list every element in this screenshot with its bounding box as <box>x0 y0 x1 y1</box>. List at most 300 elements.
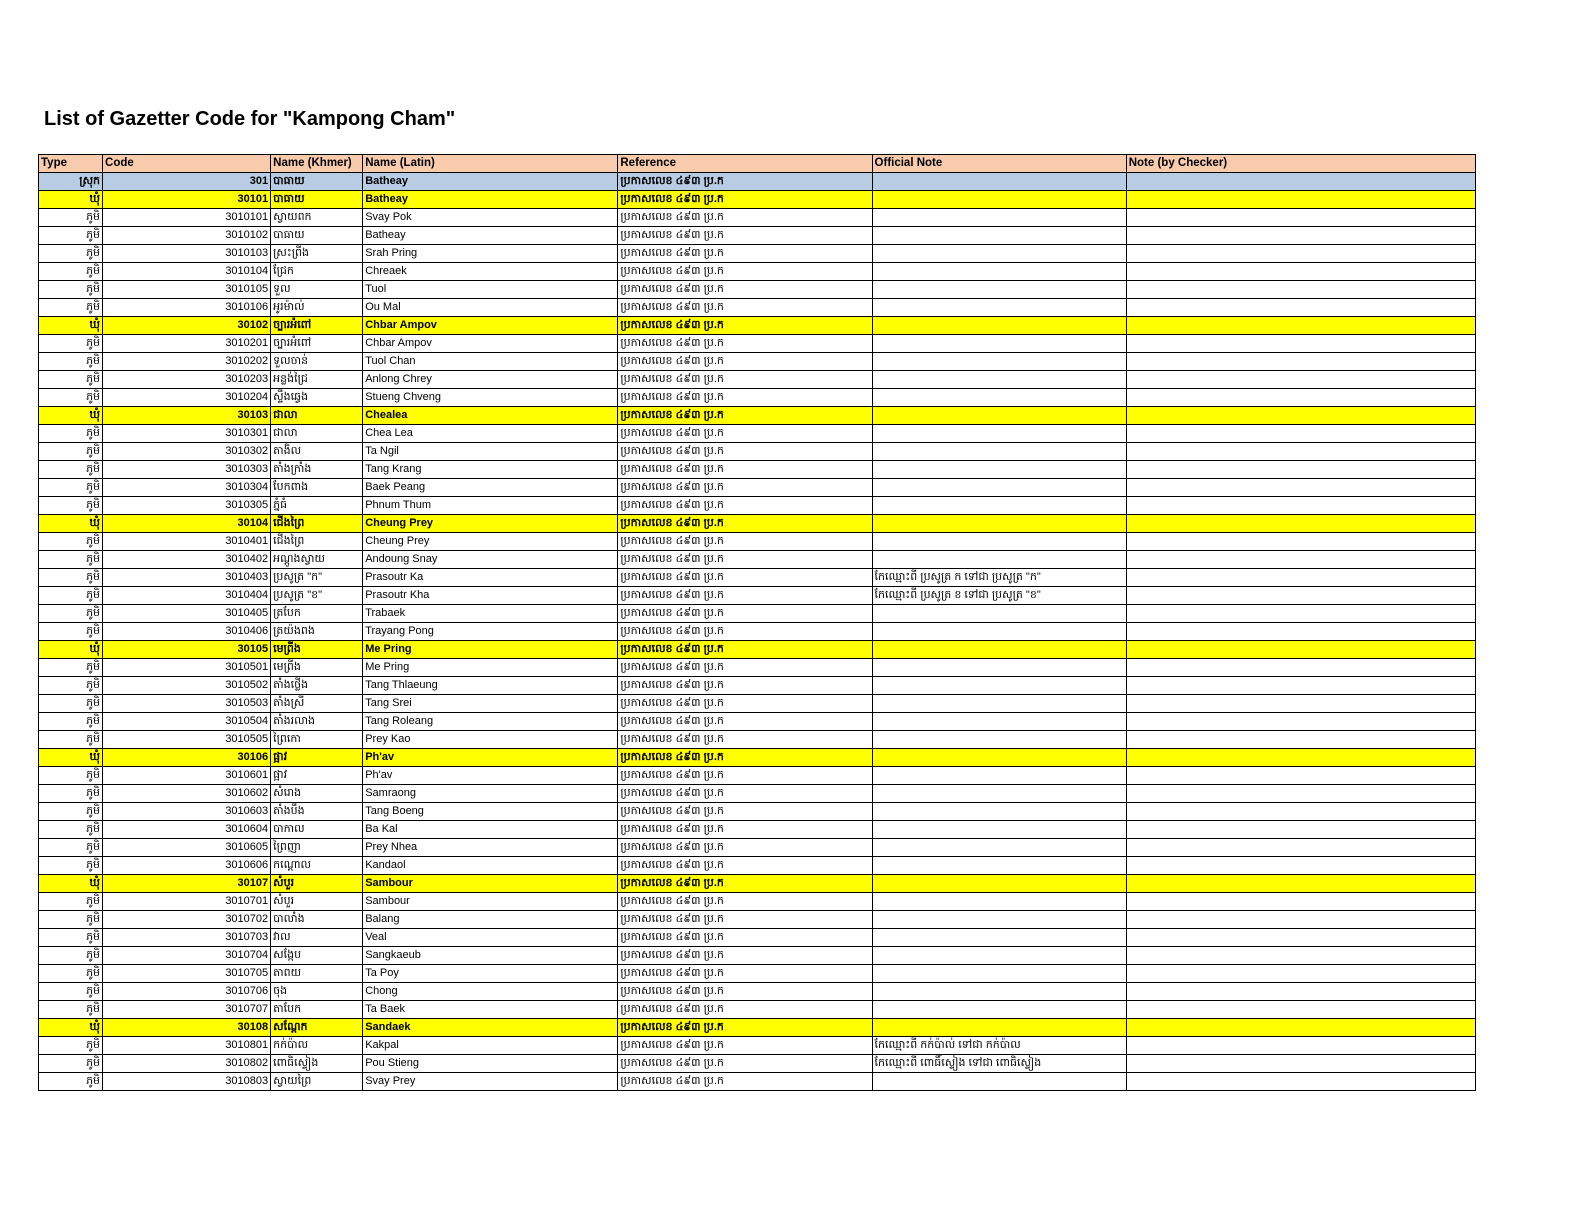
cell-name-latin: Ou Mal <box>363 299 618 317</box>
cell-type: ភូមិ <box>39 569 103 587</box>
cell-checker-note <box>1126 821 1475 839</box>
cell-type: ភូមិ <box>39 299 103 317</box>
cell-name-khmer: បែកពាង <box>271 479 363 497</box>
cell-code: 3010707 <box>103 1001 271 1019</box>
cell-reference: ប្រកាសលេខ ៤៩៣ ប្រ.ក <box>618 353 872 371</box>
table-row-village <box>39 821 1476 839</box>
cell-official-note <box>872 605 1126 623</box>
cell-name-latin: Prey Kao <box>363 731 618 749</box>
cell-type: ភូមិ <box>39 911 103 929</box>
table-row-village <box>39 263 1476 281</box>
cell-type: ភូមិ <box>39 1055 103 1073</box>
cell-reference: ប្រកាសលេខ ៤៩៣ ប្រ.ក <box>618 497 872 515</box>
cell-code: 301 <box>103 173 271 191</box>
cell-type: ភូមិ <box>39 731 103 749</box>
cell-type: ភូមិ <box>39 353 103 371</box>
cell-checker-note <box>1126 443 1475 461</box>
cell-code: 3010505 <box>103 731 271 749</box>
table-row-village <box>39 983 1476 1001</box>
table-row-village <box>39 1037 1476 1055</box>
cell-code: 3010403 <box>103 569 271 587</box>
cell-official-note <box>872 1019 1126 1037</box>
cell-official-note <box>872 1001 1126 1019</box>
cell-official-note <box>872 353 1126 371</box>
cell-code: 3010106 <box>103 299 271 317</box>
cell-name-khmer: ប្រសូត្រ "ខ" <box>271 587 363 605</box>
cell-checker-note <box>1126 317 1475 335</box>
cell-reference: ប្រកាសលេខ ៤៩៣ ប្រ.ក <box>618 983 872 1001</box>
cell-official-note <box>872 443 1126 461</box>
table-row-village <box>39 281 1476 299</box>
cell-reference: ប្រកាសលេខ ៤៩៣ ប្រ.ក <box>618 1037 872 1055</box>
cell-code: 3010702 <box>103 911 271 929</box>
cell-checker-note <box>1126 335 1475 353</box>
table-header-row <box>39 155 1476 173</box>
cell-reference: ប្រកាសលេខ ៤៩៣ ប្រ.ក <box>618 587 872 605</box>
cell-code: 30108 <box>103 1019 271 1037</box>
cell-official-note <box>872 191 1126 209</box>
table-row-district <box>39 317 1476 335</box>
cell-official-note <box>872 317 1126 335</box>
cell-type: ឃុំ <box>39 641 103 659</box>
cell-type: ឃុំ <box>39 515 103 533</box>
cell-name-khmer: ទួលចាន់ <box>271 353 363 371</box>
cell-reference: ប្រកាសលេខ ៤៩៣ ប្រ.ក <box>618 227 872 245</box>
cell-type: ភូមិ <box>39 263 103 281</box>
table-row-village <box>39 1073 1476 1091</box>
cell-official-note <box>872 533 1126 551</box>
cell-type: ភូមិ <box>39 893 103 911</box>
cell-type: ស្រុក <box>39 173 103 191</box>
cell-name-latin: Ph'av <box>363 767 618 785</box>
cell-name-latin: Andoung Snay <box>363 551 618 569</box>
cell-code: 3010402 <box>103 551 271 569</box>
cell-checker-note <box>1126 695 1475 713</box>
column-header-reference: Reference <box>618 155 872 173</box>
cell-code: 30102 <box>103 317 271 335</box>
cell-official-note: កែឈ្មោះពី ប្រសូត្រ ក ទៅជា ប្រសូត្រ "ក" <box>872 569 1126 587</box>
cell-name-khmer: ទួល <box>271 281 363 299</box>
cell-official-note <box>872 335 1126 353</box>
cell-official-note <box>872 677 1126 695</box>
cell-official-note <box>872 515 1126 533</box>
cell-type: ឃុំ <box>39 1019 103 1037</box>
table-row-village <box>39 569 1476 587</box>
cell-name-latin: Batheay <box>363 173 618 191</box>
cell-name-latin: Sandaek <box>363 1019 618 1037</box>
table-row-village <box>39 245 1476 263</box>
cell-code: 3010604 <box>103 821 271 839</box>
cell-type: ភូមិ <box>39 479 103 497</box>
cell-name-latin: Tang Thlaeung <box>363 677 618 695</box>
cell-name-latin: Prasoutr Ka <box>363 569 618 587</box>
cell-checker-note <box>1126 407 1475 425</box>
table-row-village <box>39 911 1476 929</box>
cell-type: ភូមិ <box>39 227 103 245</box>
table-row-village <box>39 659 1476 677</box>
cell-checker-note <box>1126 623 1475 641</box>
gazetteer-table <box>38 154 1476 1091</box>
cell-name-khmer: អណ្តូងស្វាយ <box>271 551 363 569</box>
cell-code: 3010603 <box>103 803 271 821</box>
cell-type: ភូមិ <box>39 245 103 263</box>
cell-name-khmer: ស្ទឹងឆ្វេង <box>271 389 363 407</box>
cell-type: ភូមិ <box>39 713 103 731</box>
cell-reference: ប្រកាសលេខ ៤៩៣ ប្រ.ក <box>618 839 872 857</box>
cell-name-khmer: តាពយ <box>271 965 363 983</box>
cell-reference: ប្រកាសលេខ ៤៩៣ ប្រ.ក <box>618 929 872 947</box>
cell-reference: ប្រកាសលេខ ៤៩៣ ប្រ.ក <box>618 803 872 821</box>
cell-name-latin: Chbar Ampov <box>363 335 618 353</box>
cell-official-note <box>872 893 1126 911</box>
cell-name-khmer: ស្រះព្រីង <box>271 245 363 263</box>
cell-reference: ប្រកាសលេខ ៤៩៣ ប្រ.ក <box>618 317 872 335</box>
cell-official-note <box>872 911 1126 929</box>
cell-checker-note <box>1126 839 1475 857</box>
cell-checker-note <box>1126 227 1475 245</box>
cell-code: 3010501 <box>103 659 271 677</box>
table-row-village <box>39 695 1476 713</box>
cell-name-khmer: ប្រសូត្រ "ក" <box>271 569 363 587</box>
cell-official-note <box>872 281 1126 299</box>
table-row-village <box>39 605 1476 623</box>
cell-name-khmer: ពោធិស្ទៀង <box>271 1055 363 1073</box>
cell-official-note <box>872 551 1126 569</box>
cell-reference: ប្រកាសលេខ ៤៩៣ ប្រ.ក <box>618 695 872 713</box>
cell-type: ភូមិ <box>39 677 103 695</box>
cell-code: 3010703 <box>103 929 271 947</box>
cell-type: ភូមិ <box>39 803 103 821</box>
cell-name-khmer: តាំងថ្លើង <box>271 677 363 695</box>
cell-type: ភូមិ <box>39 965 103 983</box>
cell-name-latin: Cheung Prey <box>363 515 618 533</box>
cell-official-note <box>872 947 1126 965</box>
cell-name-khmer: ជាលា <box>271 425 363 443</box>
cell-name-latin: Chealea <box>363 407 618 425</box>
cell-reference: ប្រកាសលេខ ៤៩៣ ប្រ.ក <box>618 1001 872 1019</box>
cell-type: ភូមិ <box>39 587 103 605</box>
table-row-village <box>39 299 1476 317</box>
cell-name-latin: Chbar Ampov <box>363 317 618 335</box>
cell-name-khmer: សណ្តែក <box>271 1019 363 1037</box>
table-row-village <box>39 929 1476 947</box>
cell-name-khmer: ចុង <box>271 983 363 1001</box>
cell-type: ឃុំ <box>39 875 103 893</box>
column-header-name-khmer: Name (Khmer) <box>271 155 363 173</box>
table-row-district <box>39 515 1476 533</box>
cell-code: 30104 <box>103 515 271 533</box>
cell-code: 3010202 <box>103 353 271 371</box>
cell-name-khmer: បាលាំង <box>271 911 363 929</box>
table-row-village <box>39 947 1476 965</box>
cell-reference: ប្រកាសលេខ ៤៩៣ ប្រ.ក <box>618 263 872 281</box>
cell-checker-note <box>1126 893 1475 911</box>
cell-type: ភូមិ <box>39 695 103 713</box>
cell-name-khmer: ត្រយ៉ងពង <box>271 623 363 641</box>
cell-checker-note <box>1126 1019 1475 1037</box>
cell-name-latin: Trabaek <box>363 605 618 623</box>
cell-code: 3010701 <box>103 893 271 911</box>
cell-reference: ប្រកាសលេខ ៤៩៣ ប្រ.ក <box>618 533 872 551</box>
cell-name-latin: Phnum Thum <box>363 497 618 515</box>
cell-official-note <box>872 659 1126 677</box>
cell-type: ភូមិ <box>39 461 103 479</box>
cell-name-latin: Veal <box>363 929 618 947</box>
cell-name-latin: Samraong <box>363 785 618 803</box>
column-header-code: Code <box>103 155 271 173</box>
cell-official-note: កែឈ្មោះពី ពោធិ៍ស្ទៀង ទៅជា ពោធិស្ទៀង <box>872 1055 1126 1073</box>
cell-reference: ប្រកាសលេខ ៤៩៣ ប្រ.ក <box>618 443 872 461</box>
column-header-checker-note: Note (by Checker) <box>1126 155 1475 173</box>
cell-code: 3010601 <box>103 767 271 785</box>
cell-name-khmer: កក់ប៉ាល <box>271 1037 363 1055</box>
cell-code: 3010203 <box>103 371 271 389</box>
cell-name-khmer: តាបែក <box>271 1001 363 1019</box>
cell-checker-note <box>1126 911 1475 929</box>
cell-reference: ប្រកាសលេខ ៤៩៣ ប្រ.ក <box>618 479 872 497</box>
cell-name-latin: Ta Ngil <box>363 443 618 461</box>
cell-type: ភូមិ <box>39 947 103 965</box>
cell-reference: ប្រកាសលេខ ៤៩៣ ប្រ.ក <box>618 893 872 911</box>
cell-reference: ប្រកាសលេខ ៤៩៣ ប្រ.ក <box>618 875 872 893</box>
cell-code: 3010704 <box>103 947 271 965</box>
cell-name-khmer: ជើងព្រៃ <box>271 533 363 551</box>
table-row-village <box>39 497 1476 515</box>
cell-reference: ប្រកាសលេខ ៤៩៣ ប្រ.ក <box>618 389 872 407</box>
cell-code: 3010606 <box>103 857 271 875</box>
cell-checker-note <box>1126 803 1475 821</box>
cell-code: 3010101 <box>103 209 271 227</box>
cell-reference: ប្រកាសលេខ ៤៩៣ ប្រ.ក <box>618 641 872 659</box>
cell-name-latin: Tang Boeng <box>363 803 618 821</box>
cell-reference: ប្រកាសលេខ ៤៩៣ ប្រ.ក <box>618 209 872 227</box>
cell-name-latin: Kandaol <box>363 857 618 875</box>
cell-official-note <box>872 461 1126 479</box>
cell-checker-note <box>1126 857 1475 875</box>
cell-code: 3010305 <box>103 497 271 515</box>
cell-name-khmer: ជ្រែក <box>271 263 363 281</box>
table-row-district <box>39 407 1476 425</box>
cell-name-latin: Me Pring <box>363 659 618 677</box>
cell-name-latin: Tang Srei <box>363 695 618 713</box>
cell-official-note <box>872 425 1126 443</box>
table-row-village <box>39 803 1476 821</box>
cell-checker-note <box>1126 209 1475 227</box>
table-row-village <box>39 1055 1476 1073</box>
cell-name-khmer: ផ្អាវ <box>271 749 363 767</box>
cell-name-latin: Pou Stieng <box>363 1055 618 1073</box>
cell-name-khmer: សំបួរ <box>271 875 363 893</box>
cell-reference: ប្រកាសលេខ ៤៩៣ ប្រ.ក <box>618 677 872 695</box>
cell-name-latin: Svay Prey <box>363 1073 618 1091</box>
cell-checker-note <box>1126 1001 1475 1019</box>
cell-checker-note <box>1126 641 1475 659</box>
cell-reference: ប្រកាសលេខ ៤៩៣ ប្រ.ក <box>618 605 872 623</box>
cell-checker-note <box>1126 191 1475 209</box>
table-row-village <box>39 227 1476 245</box>
table-row-district <box>39 875 1476 893</box>
cell-code: 3010105 <box>103 281 271 299</box>
cell-type: ភូមិ <box>39 389 103 407</box>
table-row-province <box>39 173 1476 191</box>
cell-type: ភូមិ <box>39 533 103 551</box>
cell-name-khmer: បាធាយ <box>271 227 363 245</box>
cell-name-khmer: តាងិល <box>271 443 363 461</box>
cell-name-latin: Tang Krang <box>363 461 618 479</box>
cell-type: ភូមិ <box>39 335 103 353</box>
cell-type: ភូមិ <box>39 857 103 875</box>
cell-name-khmer: ជើងព្រៃ <box>271 515 363 533</box>
cell-code: 3010706 <box>103 983 271 1001</box>
cell-official-note <box>872 227 1126 245</box>
cell-name-khmer: បាកាល <box>271 821 363 839</box>
cell-checker-note <box>1126 947 1475 965</box>
cell-type: ភូមិ <box>39 497 103 515</box>
cell-checker-note <box>1126 605 1475 623</box>
cell-checker-note <box>1126 1037 1475 1055</box>
cell-reference: ប្រកាសលេខ ៤៩៣ ប្រ.ក <box>618 515 872 533</box>
table-row-village <box>39 785 1476 803</box>
cell-name-latin: Ph'av <box>363 749 618 767</box>
cell-code: 3010104 <box>103 263 271 281</box>
cell-type: ភូមិ <box>39 623 103 641</box>
cell-name-latin: Chreaek <box>363 263 618 281</box>
cell-name-latin: Sambour <box>363 893 618 911</box>
cell-code: 3010605 <box>103 839 271 857</box>
cell-type: ភូមិ <box>39 209 103 227</box>
cell-code: 3010406 <box>103 623 271 641</box>
table-row-village <box>39 1001 1476 1019</box>
table-row-village <box>39 335 1476 353</box>
cell-code: 3010404 <box>103 587 271 605</box>
cell-name-khmer: សំបួរ <box>271 893 363 911</box>
cell-type: ភូមិ <box>39 425 103 443</box>
cell-checker-note <box>1126 173 1475 191</box>
table-row-village <box>39 731 1476 749</box>
cell-name-khmer: វាល <box>271 929 363 947</box>
cell-reference: ប្រកាសលេខ ៤៩៣ ប្រ.ក <box>618 623 872 641</box>
cell-name-latin: Ba Kal <box>363 821 618 839</box>
cell-type: ភូមិ <box>39 839 103 857</box>
cell-checker-note <box>1126 533 1475 551</box>
cell-checker-note <box>1126 461 1475 479</box>
cell-name-latin: Sambour <box>363 875 618 893</box>
cell-official-note <box>872 641 1126 659</box>
cell-checker-note <box>1126 515 1475 533</box>
cell-type: ភូមិ <box>39 983 103 1001</box>
cell-checker-note <box>1126 353 1475 371</box>
table-body <box>39 173 1476 1091</box>
table-row-village <box>39 623 1476 641</box>
cell-official-note <box>872 803 1126 821</box>
table-row-district <box>39 749 1476 767</box>
cell-reference: ប្រកាសលេខ ៤៩៣ ប្រ.ក <box>618 947 872 965</box>
table-row-village <box>39 209 1476 227</box>
cell-type: ភូមិ <box>39 821 103 839</box>
cell-code: 3010301 <box>103 425 271 443</box>
cell-reference: ប្រកាសលេខ ៤៩៣ ប្រ.ក <box>618 461 872 479</box>
cell-checker-note <box>1126 929 1475 947</box>
cell-type: ភូមិ <box>39 1001 103 1019</box>
cell-type: ភូមិ <box>39 443 103 461</box>
table-row-village <box>39 353 1476 371</box>
cell-code: 30101 <box>103 191 271 209</box>
cell-reference: ប្រកាសលេខ ៤៩៣ ប្រ.ក <box>618 551 872 569</box>
cell-name-khmer: ស្វាយពក <box>271 209 363 227</box>
cell-reference: ប្រកាសលេខ ៤៩៣ ប្រ.ក <box>618 1073 872 1091</box>
cell-checker-note <box>1126 245 1475 263</box>
cell-name-khmer: ព្រៃកោ <box>271 731 363 749</box>
cell-reference: ប្រកាសលេខ ៤៩៣ ប្រ.ក <box>618 569 872 587</box>
cell-official-note <box>872 263 1126 281</box>
table-row-village <box>39 713 1476 731</box>
cell-official-note <box>872 623 1126 641</box>
cell-name-khmer: មេព្រីង <box>271 641 363 659</box>
cell-checker-note <box>1126 587 1475 605</box>
cell-name-latin: Stueng Chveng <box>363 389 618 407</box>
cell-name-khmer: មេព្រីង <box>271 659 363 677</box>
cell-checker-note <box>1126 677 1475 695</box>
cell-checker-note <box>1126 785 1475 803</box>
cell-name-latin: Me Pring <box>363 641 618 659</box>
cell-code: 3010502 <box>103 677 271 695</box>
cell-code: 3010503 <box>103 695 271 713</box>
table-row-district <box>39 641 1476 659</box>
column-header-name-latin: Name (Latin) <box>363 155 618 173</box>
cell-name-latin: Prasoutr Kha <box>363 587 618 605</box>
cell-name-khmer: ច្បារអំពៅ <box>271 335 363 353</box>
cell-checker-note <box>1126 659 1475 677</box>
cell-type: ភូមិ <box>39 767 103 785</box>
cell-checker-note <box>1126 1073 1475 1091</box>
cell-official-note <box>872 839 1126 857</box>
cell-reference: ប្រកាសលេខ ៤៩៣ ប្រ.ក <box>618 965 872 983</box>
table-row-village <box>39 839 1476 857</box>
cell-name-latin: Anlong Chrey <box>363 371 618 389</box>
cell-official-note <box>872 857 1126 875</box>
cell-type: ភូមិ <box>39 605 103 623</box>
cell-reference: ប្រកាសលេខ ៤៩៣ ប្រ.ក <box>618 731 872 749</box>
cell-name-latin: Prey Nhea <box>363 839 618 857</box>
cell-official-note <box>872 785 1126 803</box>
cell-reference: ប្រកាសលេខ ៤៩៣ ប្រ.ក <box>618 1055 872 1073</box>
cell-reference: ប្រកាសលេខ ៤៩៣ ប្រ.ក <box>618 191 872 209</box>
cell-code: 3010303 <box>103 461 271 479</box>
cell-name-latin: Svay Pok <box>363 209 618 227</box>
page-title: List of Gazetter Code for "Kampong Cham" <box>44 108 456 130</box>
cell-official-note <box>872 371 1126 389</box>
cell-type: ភូមិ <box>39 929 103 947</box>
cell-checker-note <box>1126 425 1475 443</box>
table-row-village <box>39 857 1476 875</box>
cell-code: 30106 <box>103 749 271 767</box>
cell-name-khmer: តាំងក្រាំង <box>271 461 363 479</box>
column-header-type: Type <box>39 155 103 173</box>
cell-checker-note <box>1126 551 1475 569</box>
cell-type: ភូមិ <box>39 551 103 569</box>
cell-code: 3010504 <box>103 713 271 731</box>
cell-name-latin: Sangkaeub <box>363 947 618 965</box>
cell-checker-note <box>1126 299 1475 317</box>
cell-reference: ប្រកាសលេខ ៤៩៣ ប្រ.ក <box>618 767 872 785</box>
cell-checker-note <box>1126 749 1475 767</box>
cell-checker-note <box>1126 371 1475 389</box>
cell-reference: ប្រកាសលេខ ៤៩៣ ប្រ.ក <box>618 713 872 731</box>
cell-name-latin: Batheay <box>363 191 618 209</box>
table-row-village <box>39 479 1476 497</box>
cell-code: 3010103 <box>103 245 271 263</box>
cell-official-note <box>872 695 1126 713</box>
